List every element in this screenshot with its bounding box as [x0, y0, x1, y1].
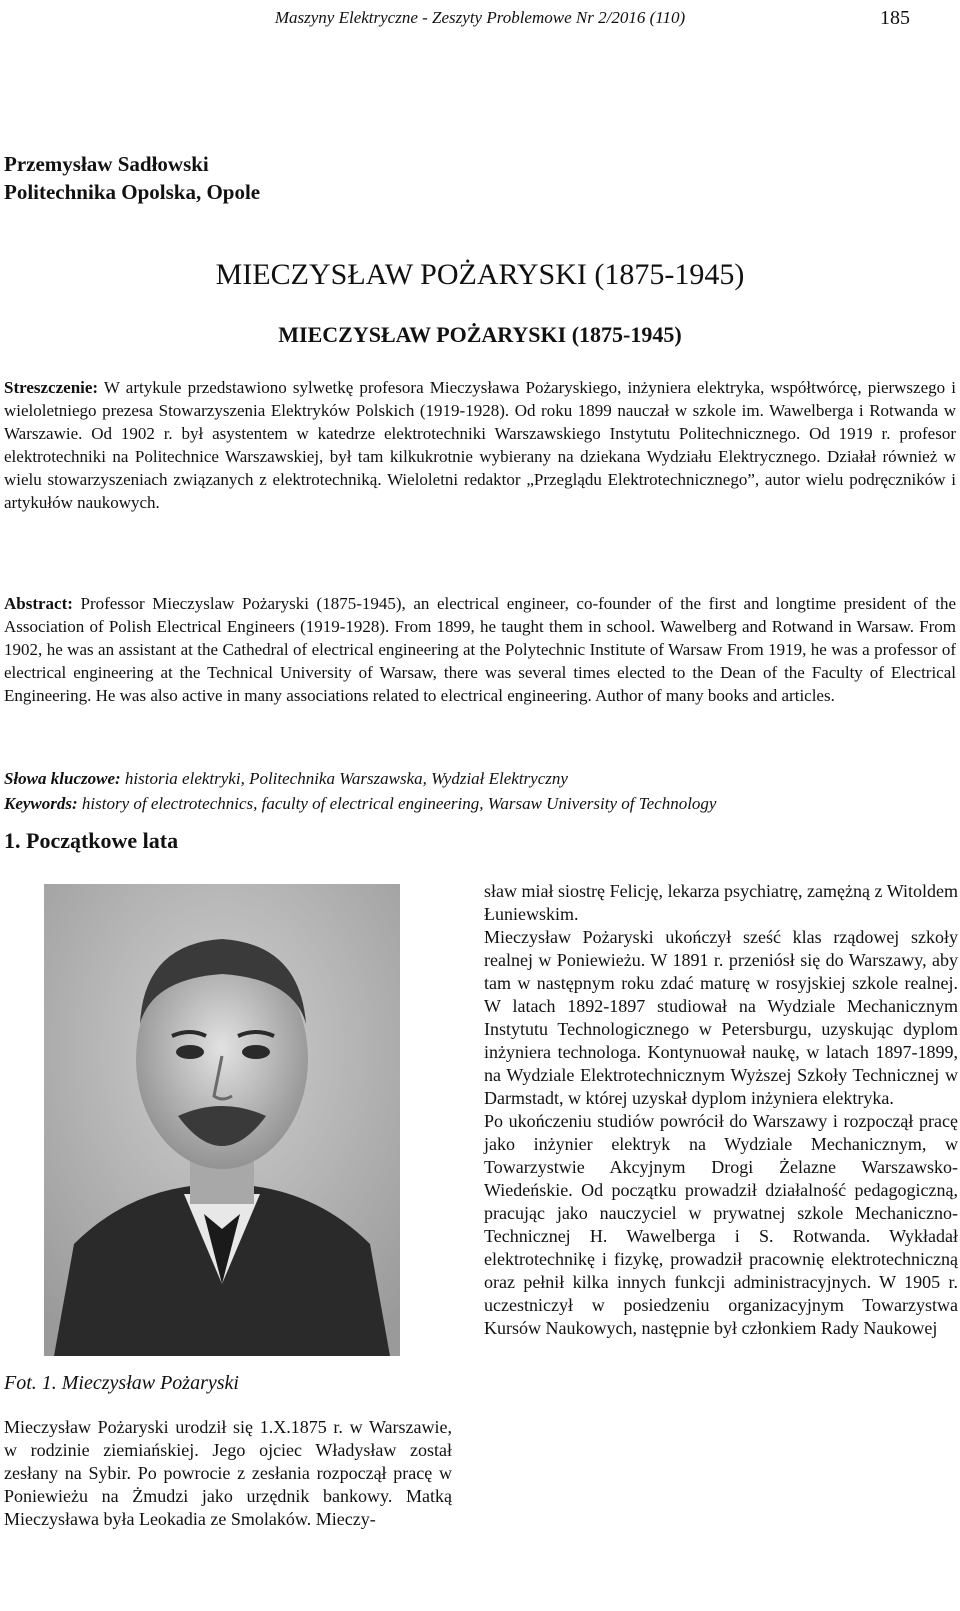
right-column-paragraph-2: Mieczysław Pożaryski ukończył sześć klas rządowej szkoły realnej w Poniewieżu. W 1891 r. przeniósł się do Warszawy, aby tam w następnym roku zdać maturę w rosyjskiej szkole realnej. W latach 1892-1897 studiował na Wydziale Mechanicznym Instytutu Technologicznego w Petersburgu, uzyskując dyplom inżyniera technologa. Kontynuował naukę, w latach 1897-1899, na Wydziale Elektrotechnicznym Wyższej Szkoły Technicznej w Darmstadt, w której uzyskał dyplom inżyniera elektryka.: [484, 927, 958, 1108]
author-name: Przemysław Sadłowski: [4, 152, 209, 176]
right-column-paragraph-1: sław miał siostrę Felicję, lekarza psychiatrę, zamężną z Witoldem Łuniewskim.: [484, 881, 958, 924]
keywords-english-label: Keywords:: [4, 794, 78, 813]
right-column-paragraph-3: Po ukończeniu studiów powrócił do Warszawy i rozpoczął pracę jako inżynier elektryk na Wydziale Mechanicznym, w Towarzystwie Akcyjnym Drogi Żelazne Warszawsko-Wiedeńskie. Od początku prowadził działalność pedagogiczną, pracując jako nauczyciel w prywatnej szkole Mechaniczno-Technicznej H. Wawelberga i S. Rotwanda. Wykładał elektrotechnikę i fizykę, prowadził pracownię elektrotechniczną oraz pełnił kilka innych funkcji administracyjnych. W 1905 r. uczestniczył w posiedzeniu organizacyjnym Towarzystwa Kursów Naukowych, następnie był członkiem Rady Naukowej: [484, 1111, 958, 1338]
streszczenie-text: W artykule przedstawiono sylwetkę profesora Mieczysława Pożaryskiego, inżyniera elektryka, współtwórcę, pierwszego i wieloletniego prezesa Stowarzyszenia Elektryków Polskich (1919-1928). Od roku 1899 nauczał w szkole im. Wawelberga i Rotwanda w Warszawie. Od 1902 r. był asystentem w katedrze elektrotechniki Warszawskiego Instytutu Politechnicznego. Od 1919 r. profesor elektrotechniki na Politechnice Warszawskiej, był tam kilkukrotnie wybierany na dziekana Wydziału Elektrycznego. Działał również w wielu stowarzyszeniach związanych z elektrotechniką. Wieloletni redaktor „Przeglądu Elektrotechnicznego”, autor wielu podręczników i artykułów naukowych.: [4, 378, 956, 512]
abstract-paragraph: [4, 592, 956, 707]
title-english: MIECZYSŁAW POŻARYSKI (1875-1945): [278, 322, 682, 347]
left-column-paragraph: Mieczysław Pożaryski urodził się 1.X.1875 r. w Warszawie, w rodzinie ziemiańskiej. Jego ojciec Władysław został zesłany na Sybir. Po powrocie z zesłania rozpoczął pracę w Poniewieżu na Żmudzi jako urzędnik bankowy. Matką Mieczysława była Leokadia ze Smolaków. Mieczy-: [4, 1417, 452, 1529]
abstract-text: Professor Mieczyslaw Pożaryski (1875-1945), an electrical engineer, co-founder of the first and longtime president of the Association of Polish Electrical Engineers (1919-1928). From 1899, he taught them in school. Wawelberg and Rotwand in Warsaw. From 1902, he was an assistant at the Cathedral of electrical engineering at the Polytechnic Institute of Warsaw From 1919, he was a professor of electrical engineering at the Technical University of Warsaw, there was several times elected to the Dean of the Faculty of Electrical Engineering. He was also active in many associations related to electrical engineering. Author of many books and articles.: [4, 594, 956, 705]
keywords-english: [4, 791, 956, 816]
keywords-polish-text: historia elektryki, Politechnika Warszawska, Wydział Elektryczny: [124, 769, 568, 788]
keywords-polish: [4, 766, 956, 791]
keywords-polish-label: Słowa kluczowe:: [4, 769, 121, 788]
abstract-label: Abstract:: [4, 594, 73, 613]
title-polish: MIECZYSŁAW POŻARYSKI (1875-1945): [215, 258, 745, 291]
section-heading: 1. Początkowe lata: [4, 828, 179, 853]
journal-header: Maszyny Elektryczne - Zeszyty Problemowe Nr 2/2016 (110): [274, 8, 686, 27]
portrait-photo: [44, 884, 400, 1356]
right-column: [484, 880, 958, 1340]
author-affiliation: Politechnika Opolska, Opole: [4, 180, 261, 204]
page-number: 185: [880, 7, 910, 29]
streszczenie-label: Streszczenie:: [4, 378, 99, 397]
author-block: [4, 150, 260, 206]
streszczenie-paragraph: [4, 376, 956, 514]
photo-caption: Fot. 1. Mieczysław Pożaryski: [4, 1372, 239, 1394]
keywords-block: [4, 766, 956, 816]
keywords-english-text: history of electrotechnics, faculty of electrical engineering, Warsaw University of Technology: [81, 794, 717, 813]
